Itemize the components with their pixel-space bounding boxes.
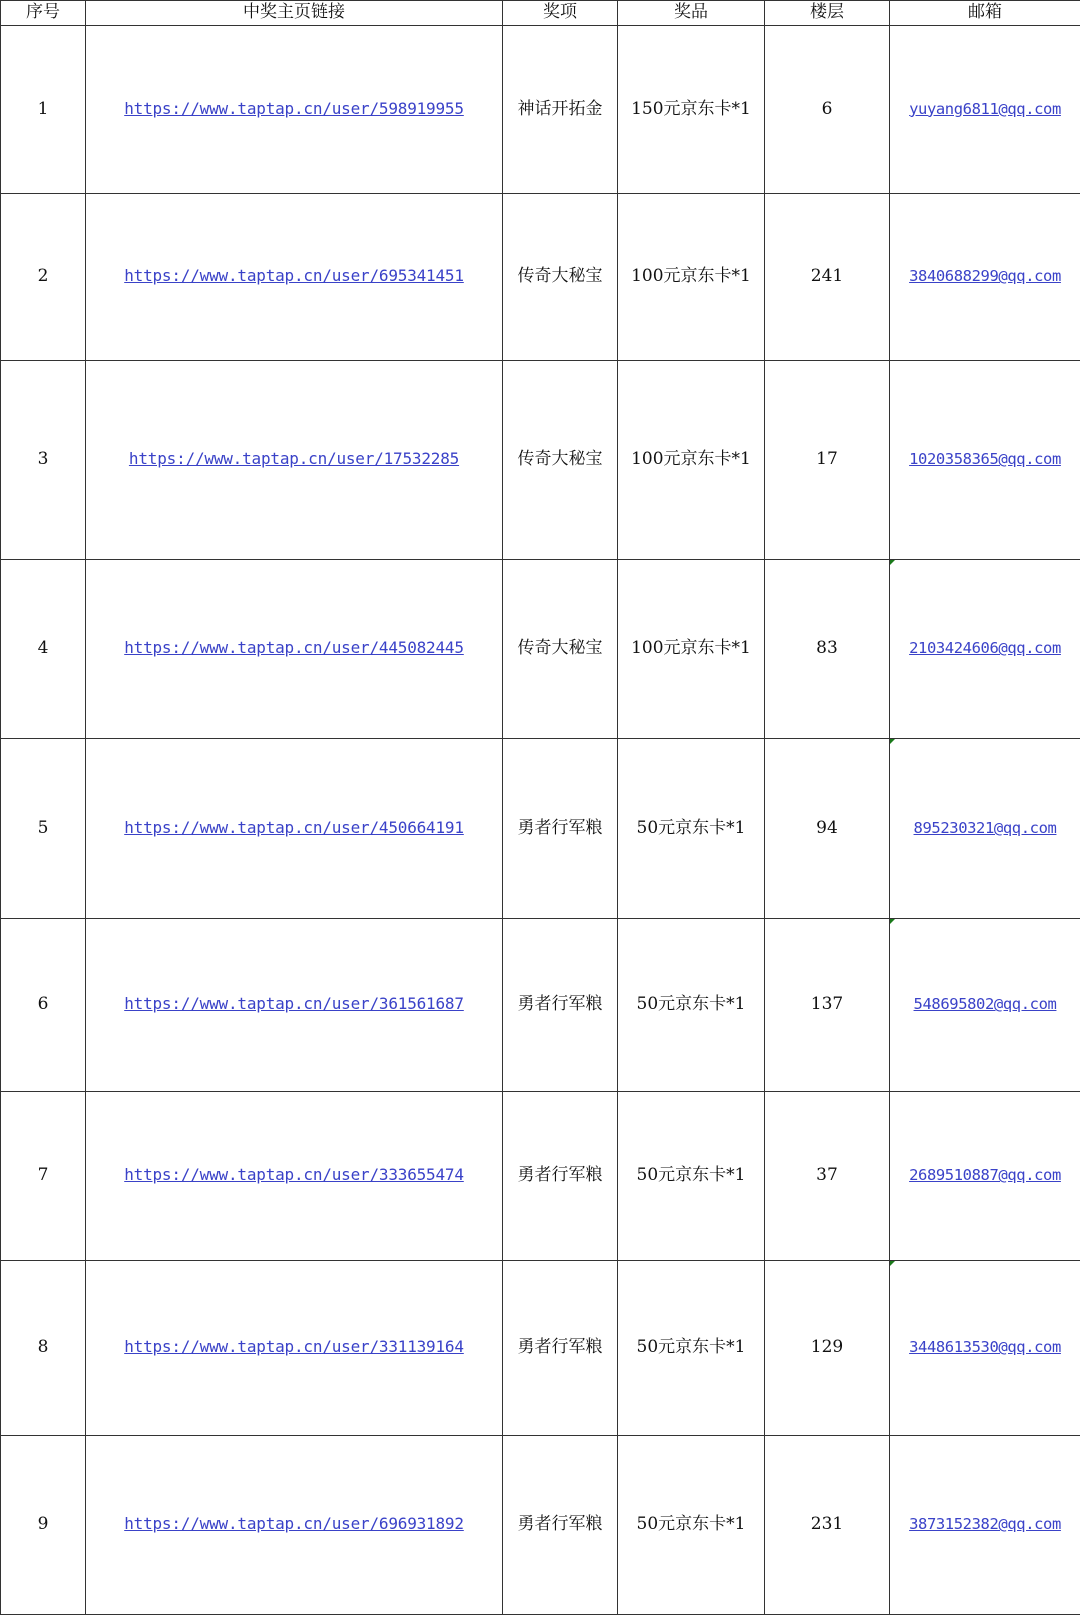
cell-email [890,1436,1080,1615]
cell-index: 4 [1,560,86,739]
cell-award: 勇者行军粮 [503,1261,618,1436]
cell-floor: 231 [765,1436,890,1615]
cell-link [86,1261,503,1436]
cell-index: 2 [1,194,86,361]
email-link[interactable]: 2103424606@qq.com [909,639,1061,658]
cell-prize: 50元京东卡*1 [618,919,765,1092]
cell-award: 勇者行军粮 [503,739,618,919]
cell-prize: 50元京东卡*1 [618,1436,765,1615]
cell-prize: 150元京东卡*1 [618,26,765,194]
cell-index: 6 [1,919,86,1092]
header-floor: 楼层 [765,1,890,26]
cell-index: 5 [1,739,86,919]
table-row [1,1436,1080,1615]
table-row [1,26,1080,194]
table-row [1,919,1080,1092]
cell-floor: 17 [765,361,890,560]
email-link[interactable]: 2689510887@qq.com [909,1166,1061,1185]
user-profile-link[interactable]: https://www.taptap.cn/user/450664191 [124,817,464,837]
cell-floor: 241 [765,194,890,361]
table-header [1,1,1080,26]
user-profile-link[interactable]: https://www.taptap.cn/user/333655474 [124,1165,464,1185]
cell-prize: 50元京东卡*1 [618,1261,765,1436]
email-link[interactable]: 895230321@qq.com [913,818,1057,837]
email-link[interactable]: 3873152382@qq.com [909,1515,1061,1534]
cell-email [890,1261,1080,1436]
cell-floor: 37 [765,1092,890,1261]
user-profile-link[interactable]: https://www.taptap.cn/user/696931892 [124,1514,464,1534]
cell-prize: 100元京东卡*1 [618,361,765,560]
cell-link [86,1092,503,1261]
email-link[interactable]: 3840688299@qq.com [909,267,1061,286]
table-body [1,26,1080,1615]
header-row [1,1,1080,26]
user-profile-link[interactable]: https://www.taptap.cn/user/445082445 [124,638,464,658]
user-profile-link[interactable]: https://www.taptap.cn/user/695341451 [124,266,464,286]
cell-floor: 83 [765,560,890,739]
cell-award: 传奇大秘宝 [503,194,618,361]
cell-link [86,361,503,560]
cell-link [86,26,503,194]
cell-link [86,919,503,1092]
header-prize: 奖品 [618,1,765,26]
cell-floor: 137 [765,919,890,1092]
cell-link [86,194,503,361]
cell-email [890,361,1080,560]
table-row [1,194,1080,361]
cell-prize: 100元京东卡*1 [618,194,765,361]
cell-email [890,919,1080,1092]
cell-index: 8 [1,1261,86,1436]
cell-award: 传奇大秘宝 [503,560,618,739]
header-index: 序号 [1,1,86,26]
cell-award: 勇者行军粮 [503,1436,618,1615]
user-profile-link[interactable]: https://www.taptap.cn/user/361561687 [124,994,464,1014]
cell-link [86,739,503,919]
cell-prize: 100元京东卡*1 [618,560,765,739]
table-row [1,739,1080,919]
cell-index: 9 [1,1436,86,1615]
email-link[interactable]: 1020358365@qq.com [909,450,1061,469]
table-row [1,1092,1080,1261]
user-profile-link[interactable]: https://www.taptap.cn/user/17532285 [128,449,460,469]
cell-prize: 50元京东卡*1 [618,739,765,919]
cell-link [86,560,503,739]
table-row [1,560,1080,739]
cell-index: 3 [1,361,86,560]
cell-floor: 94 [765,739,890,919]
cell-email [890,739,1080,919]
email-link[interactable]: 3448613530@qq.com [909,1338,1061,1357]
table-row [1,1261,1080,1436]
cell-award: 勇者行军粮 [503,919,618,1092]
cell-prize: 50元京东卡*1 [618,1092,765,1261]
email-link[interactable]: yuyang6811@qq.com [909,99,1061,118]
cell-floor: 129 [765,1261,890,1436]
cell-award: 勇者行军粮 [503,1092,618,1261]
email-link[interactable]: 548695802@qq.com [913,995,1057,1014]
user-profile-link[interactable]: https://www.taptap.cn/user/331139164 [124,1337,464,1357]
user-profile-link[interactable]: https://www.taptap.cn/user/598919955 [124,98,464,118]
cell-award: 传奇大秘宝 [503,361,618,560]
cell-email [890,194,1080,361]
header-award: 奖项 [503,1,618,26]
cell-award: 神话开拓金 [503,26,618,194]
header-email: 邮箱 [890,1,1080,26]
cell-link [86,1436,503,1615]
cell-index: 1 [1,26,86,194]
cell-email [890,560,1080,739]
cell-email [890,1092,1080,1261]
cell-email [890,26,1080,194]
table-row [1,361,1080,560]
cell-index: 7 [1,1092,86,1261]
cell-floor: 6 [765,26,890,194]
header-link: 中奖主页链接 [86,1,503,26]
